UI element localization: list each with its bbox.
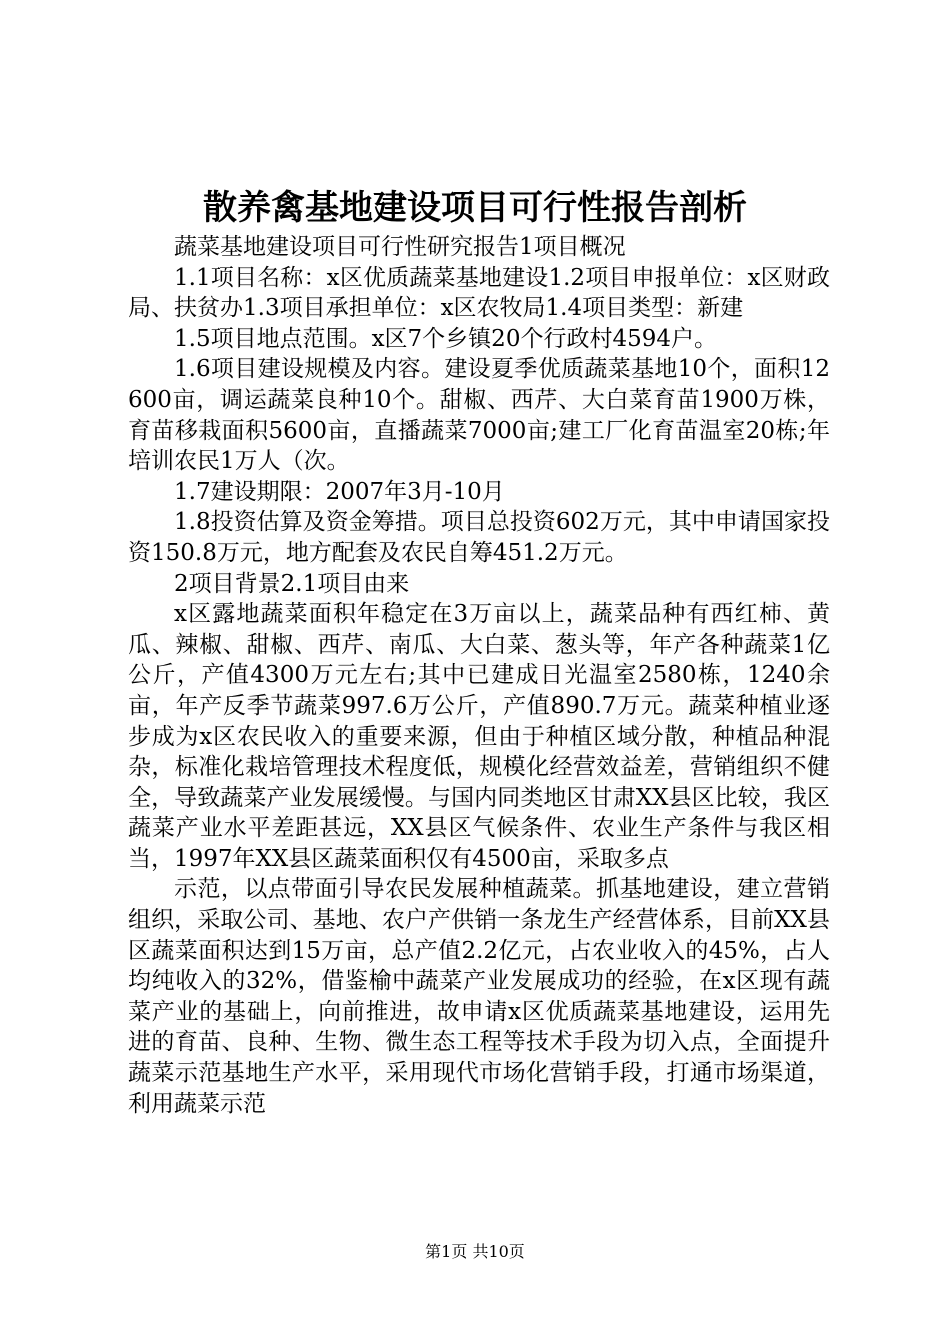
- paragraph: 示范，以点带面引导农民发展种植蔬菜。抓基地建设，建立营销组织，采取公司、基地、农户产供销一条龙生产经营体系，目前XX县区蔬菜面积达到15万亩，总产值2.2亿元，占农业收入的45%，占人均纯收入的32%，借鉴榆中蔬菜产业发展成功的经验，在x区现有蔬菜产业的基础上，向前推进，故申请x区优质蔬菜基地建设，运用先进的育苗、良种、生物、微生态工程等技术手段为切入点，全面提升蔬菜示范基地生产水平，采用现代市场化营销手段，打通市场渠道，利用蔬菜示范: [128, 876, 830, 1117]
- paragraph: 2项目背景2.1项目由来: [174, 570, 410, 597]
- paragraph: 1.6项目建设规模及内容。建设夏季优质蔬菜基地10个，面积12600亩，调运蔬菜良种10个。甜椒、西芹、大白菜育苗1900万株，育苗移栽面积5600亩，直播蔬菜7000亩;建工厂化育苗温室20栋;年培训农民1万人（次。: [128, 356, 830, 475]
- paragraph: x区露地蔬菜面积年稳定在3万亩以上，蔬菜品种有西红柿、黄瓜、辣椒、甜椒、西芹、南瓜、大白菜、葱头等，年产各种蔬菜1亿公斤，产值4300万元左右;其中已建成日光温室2580栋，1240余亩，年产反季节蔬菜997.6万公斤，产值890.7万元。蔬菜种植业逐步成为x区农民收入的重要来源，但由于种植区域分散，种植品种混杂，标准化栽培管理技术程度低，规模化经营效益差，营销组织不健全，导致蔬菜产业发展缓慢。与国内同类地区甘肃XX县区比较，我区蔬菜产业水平差距甚远，XX县区气候条件、农业生产条件与我区相当，1997年XX县区蔬菜面积仅有4500亩，采取多点: [128, 601, 830, 872]
- paragraph: 1.1项目名称：x区优质蔬菜基地建设1.2项目申报单位：x区财政局、扶贫办1.3项目承担单位：x区农牧局1.4项目类型：新建: [128, 264, 830, 322]
- page-footer: 第1页 共10页: [425, 1242, 525, 1261]
- paragraph: 蔬菜基地建设项目可行性研究报告1项目概况: [174, 234, 626, 260]
- paragraph: 1.8投资估算及资金筹措。项目总投资602万元，其中申请国家投资150.8万元，地方配套及农民自筹451.2万元。: [128, 509, 830, 566]
- document-title: 散养禽基地建设项目可行性报告剖析: [203, 188, 747, 228]
- paragraph: 1.5项目地点范围。x区7个乡镇20个行政村4594户。: [174, 325, 717, 352]
- paragraph: 1.7建设期限：2007年3月-10月: [174, 478, 505, 505]
- document-body: [128, 232, 830, 1119]
